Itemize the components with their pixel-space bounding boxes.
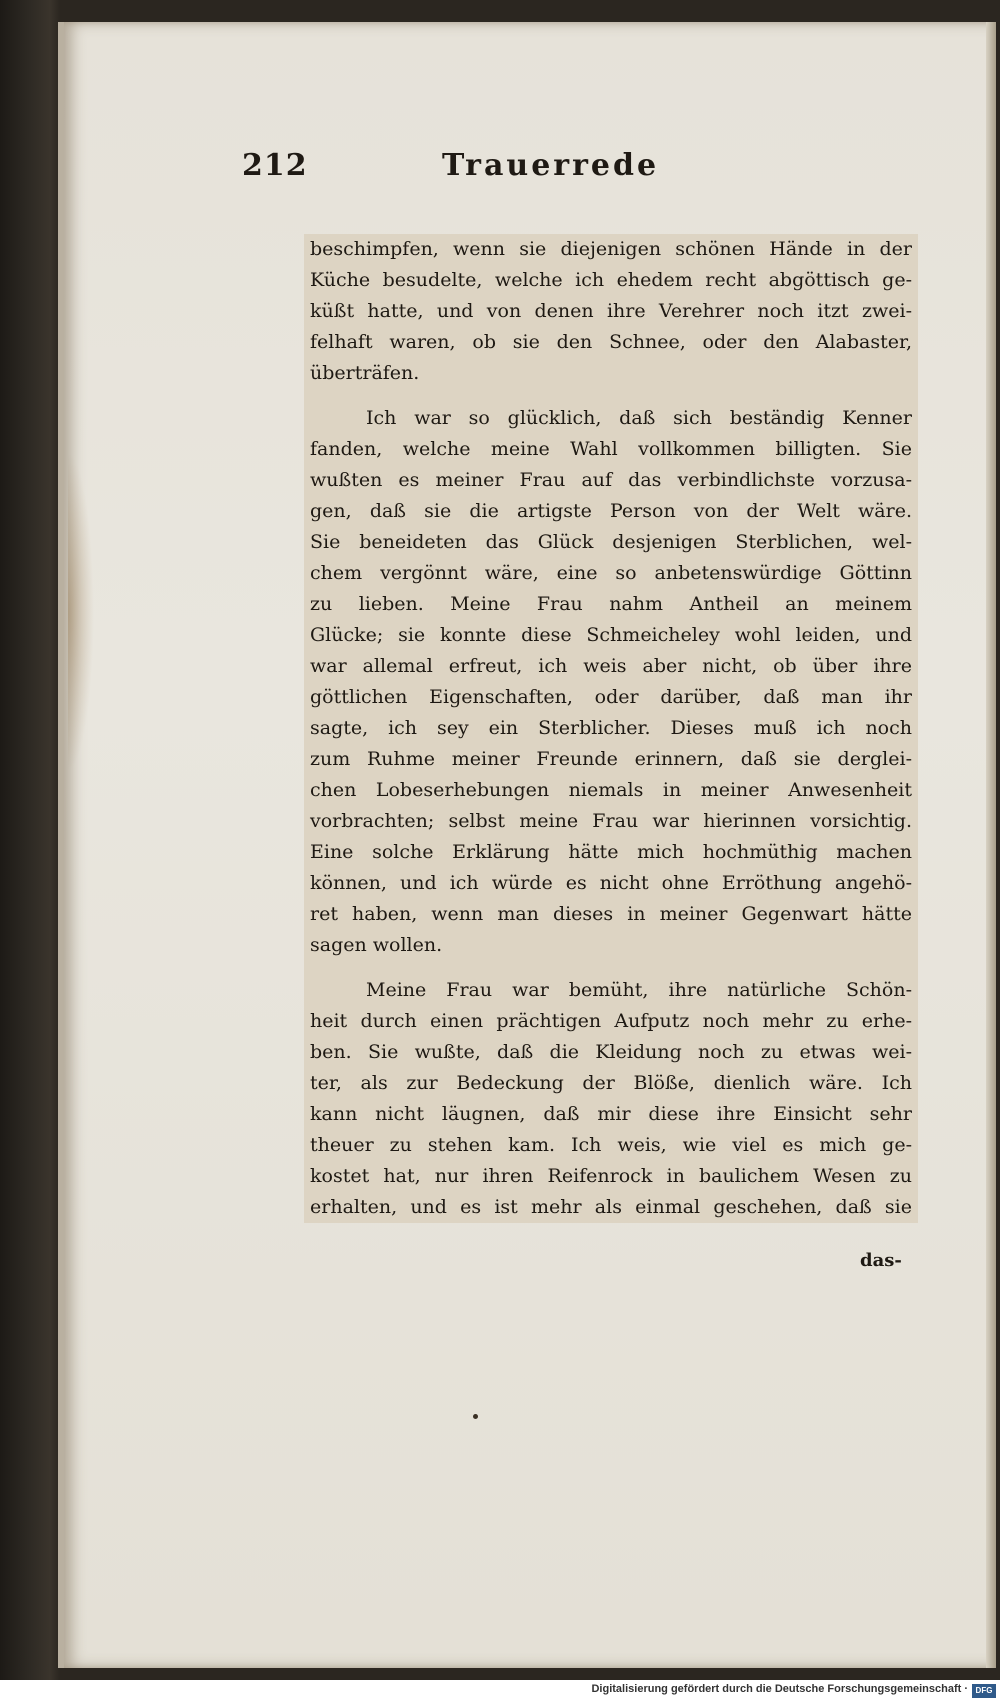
text-line: chen Lobeserhebungen niemals in meiner Anwesenheit (310, 779, 912, 801)
funding-credit: Digitalisierung gefördert durch die Deutsche Forschungsgemeinschaft · (591, 1683, 968, 1695)
page-edge (986, 22, 996, 1668)
text-line: zum Ruhme meiner Freunde erinnern, daß sie derglei- (310, 748, 912, 770)
text-line: Meine Frau war bemüht, ihre natürliche Schön- (366, 979, 912, 1001)
text-line: heit durch einen prächtigen Aufputz noch mehr zu erhe- (310, 1010, 912, 1032)
text-line: ret haben, wenn man dieses in meiner Gegenwart hätte (310, 903, 912, 925)
text-line: können, und ich würde es nicht ohne Erröthung angehö- (310, 872, 912, 894)
text-line: kann nicht läugnen, daß mir diese ihre Einsicht sehr (310, 1103, 912, 1125)
text-line: vorbrachten; selbst meine Frau war hierinnen vorsichtig. (310, 810, 912, 832)
text-line: gen, daß sie die artigste Person von der Welt wäre. (310, 500, 912, 522)
text-line: sagen wollen. (310, 934, 443, 956)
text-line: ter, als zur Bedeckung der Blöße, dienlich wäre. Ich (310, 1072, 912, 1094)
text-line: Eine solche Erklärung hätte mich hochmüthig machen (310, 841, 912, 863)
text-line: göttlichen Eigenschaften, oder darüber, daß man ihr (310, 686, 912, 708)
text-line: Sie beneideten das Glück desjenigen Sterblichen, wel- (310, 531, 912, 553)
text-line: kostet hat, nur ihren Reifenrock in baulichem Wesen zu (310, 1165, 912, 1187)
body-text (304, 234, 918, 1223)
text-line: felhaft waren, ob sie den Schnee, oder den Alabaster, (310, 331, 912, 353)
text-line: sagte, ich sey ein Sterblicher. Dieses muß ich noch (310, 717, 912, 739)
text-line: ben. Sie wußte, daß die Kleidung noch zu etwas wei- (310, 1041, 912, 1063)
running-head: Trauerrede (442, 148, 660, 183)
paragraph-gap (310, 389, 912, 403)
text-line: Glücke; sie konnte diese Schmeicheley wohl leiden, und (310, 624, 912, 646)
paragraph-3 (310, 975, 912, 1223)
paragraph-1 (310, 234, 912, 389)
paper-speck (473, 1414, 478, 1419)
text-line: zu lieben. Meine Frau nahm Antheil an meinem (310, 593, 912, 615)
page-header (242, 148, 722, 208)
paragraph-gap (310, 961, 912, 975)
catchword: das- (860, 1250, 902, 1271)
text-line: küßt hatte, und von denen ihre Verehrer noch itzt zwei- (310, 300, 912, 322)
text-line: Ich war so glücklich, daß sich beständig Kenner (366, 407, 912, 429)
text-line: fanden, welche meine Wahl vollkommen billigten. Sie (310, 438, 912, 460)
text-line: beschimpfen, wenn sie diejenigen schönen Hände in der (310, 238, 912, 260)
text-line: theuer zu stehen kam. Ich weis, wie viel es mich ge- (310, 1134, 912, 1156)
page-number: 212 (242, 148, 308, 183)
text-line: Küche besudelte, welche ich ehedem recht abgöttisch ge- (310, 269, 912, 291)
dfg-logo: DFG (972, 1684, 996, 1698)
text-line: erhalten, und es ist mehr als einmal geschehen, daß sie (310, 1196, 912, 1218)
text-line: war allemal erfreut, ich weis aber nicht, ob über ihre (310, 655, 912, 677)
text-line: wußten es meiner Frau auf das verbindlichste vorzusa- (310, 469, 912, 491)
paper-stain (68, 452, 94, 772)
paragraph-2 (310, 403, 912, 961)
text-line: überträfen. (310, 362, 420, 384)
text-line: chem vergönnt wäre, eine so anbetenswürdige Göttinn (310, 562, 912, 584)
